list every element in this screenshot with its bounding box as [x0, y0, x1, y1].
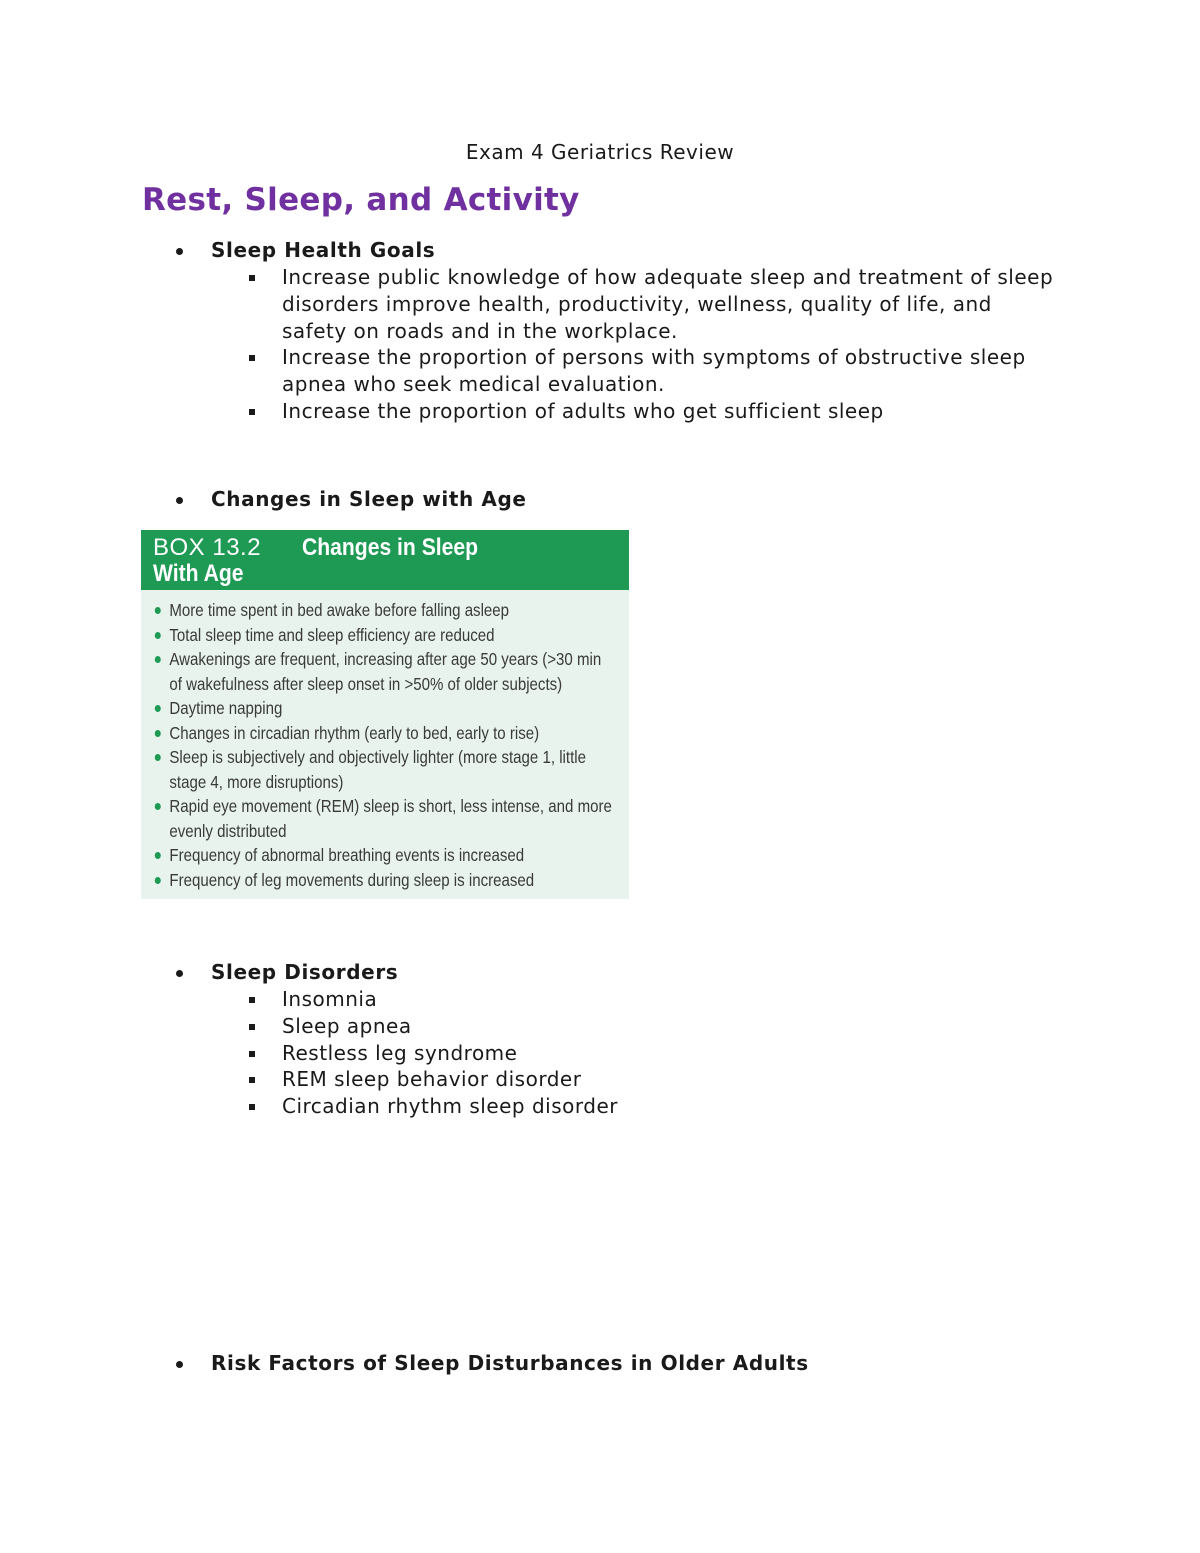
- sub-bullet-item: [0, 1013, 1200, 1040]
- square-bullet-icon: [249, 1104, 255, 1110]
- box-item-text: Changes in circadian rhythm (early to bed, early to rise): [169, 722, 540, 743]
- disorder-text: Circadian rhythm sleep disorder: [282, 1094, 618, 1119]
- bullet-dot-icon: [176, 1361, 183, 1368]
- bullet-dot-icon: [155, 632, 161, 639]
- box-list-item: [141, 623, 622, 648]
- bullet-item: [0, 486, 1200, 513]
- square-bullet-icon: [249, 997, 255, 1003]
- bullet-dot-icon: [155, 656, 161, 663]
- square-bullet-icon: [249, 1077, 255, 1083]
- square-bullet-icon: [249, 1024, 255, 1030]
- box-title-line-2: With Age: [153, 560, 244, 587]
- box-item-text: Frequency of abnormal breathing events is increased: [169, 845, 525, 865]
- sub-bullet-item: [0, 1093, 1200, 1120]
- risk-factors-heading: Risk Factors of Sleep Disturbances in Older Adults: [211, 1351, 809, 1375]
- box-label: BOX 13.2: [153, 534, 262, 561]
- disorder-text: Sleep apnea: [282, 1013, 412, 1038]
- square-bullet-icon: [249, 1051, 255, 1057]
- box-list-item: [141, 868, 622, 893]
- bullet-dot-icon: [176, 497, 183, 504]
- box-item-text: Daytime napping: [169, 698, 283, 718]
- bullet-dot-icon: [155, 877, 161, 884]
- bullet-dot-icon: [155, 803, 161, 810]
- bullet-dot-icon: [176, 248, 183, 255]
- sub-bullet-item: [0, 264, 1200, 344]
- bullet-dot-icon: [155, 730, 161, 737]
- bullet-item: [0, 237, 1200, 264]
- page-title: Exam 4 Geriatrics Review: [465, 140, 735, 164]
- box-list-item: [141, 647, 622, 696]
- sleep-disorders-section: [0, 959, 1200, 1120]
- box-list-item: [141, 696, 622, 721]
- box-title-line-1: Changes in Sleep: [302, 534, 479, 561]
- sub-bullet-item: [0, 986, 1200, 1013]
- box-list-item: [141, 745, 622, 794]
- box-list: [141, 590, 629, 892]
- risk-factors-section: [0, 1350, 1200, 1377]
- square-bullet-icon: [249, 275, 255, 281]
- box-item-text: Total sleep time and sleep efficiency are reduced: [169, 624, 495, 645]
- bullet-item: [0, 959, 1200, 986]
- box-13-2-image: [141, 530, 629, 899]
- box-item-text: Awakenings are frequent, increasing after age 50 years (>30 min of wakefulness after sleep onset in >50% of older subjects): [169, 649, 602, 694]
- box-list-item: [141, 794, 622, 843]
- goal-text: Increase the proportion of adults who get sufficient sleep: [282, 398, 884, 423]
- bullet-dot-icon: [155, 705, 161, 712]
- square-bullet-icon: [249, 355, 255, 361]
- goal-text: Increase public knowledge of how adequate sleep and treatment of sleep disorders improve health, productivity, wellness, quality of life, and safety on roads and in the workplace.: [282, 265, 1054, 343]
- box-item-text: Sleep is subjectively and objectively lighter (more stage 1, little stage 4, more disruptions): [169, 747, 586, 792]
- sleep-health-goals-section: [0, 237, 1200, 425]
- section-heading: Rest, Sleep, and Activity: [142, 182, 580, 218]
- disorder-text: Restless leg syndrome: [282, 1040, 518, 1065]
- sub-bullet-item: [0, 344, 1200, 398]
- bullet-dot-icon: [176, 970, 183, 977]
- sub-bullet-item: [0, 398, 1200, 425]
- square-bullet-icon: [249, 409, 255, 415]
- sub-bullet-item: [0, 1040, 1200, 1067]
- sub-bullet-item: [0, 1066, 1200, 1093]
- disorder-text: REM sleep behavior disorder: [282, 1067, 582, 1092]
- disorder-text: Insomnia: [282, 987, 378, 1011]
- bullet-dot-icon: [155, 754, 161, 761]
- box-list-item: [141, 598, 622, 623]
- bullet-item: [0, 1350, 1200, 1377]
- box-list-item: [141, 843, 622, 868]
- bullet-dot-icon: [155, 852, 161, 859]
- changes-in-sleep-section: [0, 486, 1200, 513]
- box-item-text: Rapid eye movement (REM) sleep is short, less intense, and more evenly distributed: [169, 796, 612, 841]
- sleep-disorders-heading: Sleep Disorders: [211, 960, 399, 984]
- changes-in-sleep-heading: Changes in Sleep with Age: [211, 487, 527, 511]
- box-header: [141, 530, 629, 590]
- box-item-text: More time spent in bed awake before falling asleep: [169, 600, 510, 620]
- box-item-text: Frequency of leg movements during sleep is increased: [169, 869, 535, 890]
- box-list-item: [141, 721, 622, 746]
- goal-text: Increase the proportion of persons with symptoms of obstructive sleep apnea who seek medical evaluation.: [282, 345, 1026, 397]
- sleep-health-goals-heading: Sleep Health Goals: [211, 238, 436, 262]
- bullet-dot-icon: [155, 607, 161, 614]
